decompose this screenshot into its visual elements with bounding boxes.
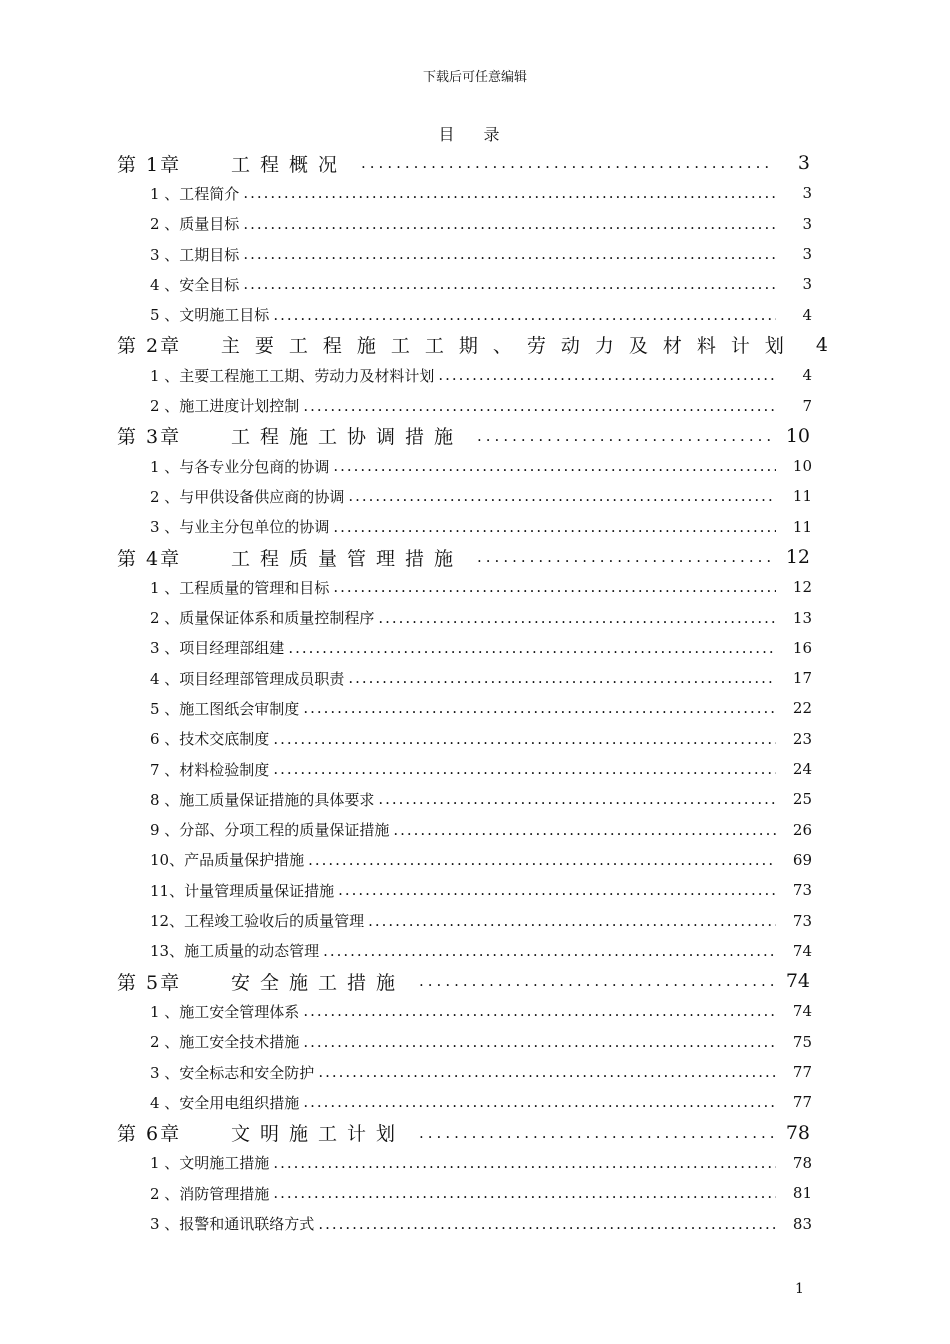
toc-section-entry[interactable] [0, 299, 950, 329]
entry-title: 9 、分部、分项工程的质量保证措施 [150, 821, 390, 840]
header-note: 下载后可任意编辑 [422, 70, 527, 85]
dot-leader [318, 1063, 776, 1081]
entry-page-number: 16 [792, 638, 812, 657]
entry-page-number: 73 [792, 911, 812, 930]
entry-title: 2 、质量保证体系和质量控制程序 [150, 609, 375, 628]
entry-title: 4 、项目经理部管理成员职责 [150, 669, 345, 688]
dot-leader [333, 518, 776, 536]
entry-page-number: 77 [792, 1093, 812, 1112]
toc-section-entry[interactable] [0, 754, 950, 784]
entry-title: 12、工程竣工验收后的质量管理 [150, 912, 365, 931]
dot-leader [273, 1154, 776, 1172]
entry-page-number: 3 [802, 184, 812, 203]
toc-section-entry[interactable] [0, 269, 950, 299]
toc-section-entry[interactable] [0, 724, 950, 754]
entry-page-number: 10 [792, 457, 812, 476]
toc-chapter-entry[interactable] [0, 1118, 950, 1148]
toc-section-entry[interactable] [0, 512, 950, 542]
entry-title: 2 、施工安全技术措施 [150, 1033, 300, 1052]
toc-section-entry[interactable] [0, 905, 950, 935]
dot-leader [378, 790, 776, 808]
dot-leader [303, 397, 776, 415]
chapter-label: 第 5章 [117, 971, 182, 994]
dot-leader [243, 184, 776, 202]
toc-section-entry[interactable] [0, 1057, 950, 1087]
entry-page-number: 77 [792, 1063, 812, 1082]
entry-page-number: 3 [797, 152, 810, 175]
entry-page-number: 10 [785, 424, 810, 447]
dot-leader [378, 609, 776, 627]
dot-leader [243, 215, 776, 233]
dot-leader [338, 881, 776, 899]
entry-page-number: 74 [785, 970, 810, 993]
entry-title: 3 、项目经理部组建 [150, 639, 285, 658]
entry-title: 8 、施工质量保证措施的具体要求 [150, 790, 375, 809]
table-of-contents [0, 148, 950, 1239]
chapter-label: 第 6章 [117, 1123, 182, 1146]
toc-section-entry[interactable] [0, 239, 950, 269]
dot-leader [333, 578, 776, 596]
toc-chapter-entry[interactable] [0, 148, 950, 178]
entry-page-number: 11 [792, 517, 812, 536]
entry-page-number: 13 [792, 608, 812, 627]
entry-page-number: 12 [785, 546, 810, 568]
entry-title: 1 、工程简介 [150, 184, 240, 203]
entry-title: 3 、安全标志和安全防护 [150, 1063, 315, 1082]
entry-page-number: 73 [792, 881, 812, 900]
entry-title: 5 、施工图纸会审制度 [150, 699, 300, 718]
toc-title: 目 录 [438, 125, 512, 144]
entry-title: 11、计量管理质量保证措施 [150, 881, 335, 900]
toc-section-entry[interactable] [0, 390, 950, 420]
entry-page-number: 11 [792, 487, 812, 506]
toc-section-entry[interactable] [0, 481, 950, 511]
dot-leader [303, 699, 776, 717]
toc-section-entry[interactable] [0, 572, 950, 602]
toc-section-entry[interactable] [0, 875, 950, 905]
entry-page-number: 4 [802, 305, 812, 324]
toc-chapter-entry[interactable] [0, 542, 950, 572]
entry-page-number: 83 [792, 1214, 812, 1233]
toc-section-entry[interactable] [0, 602, 950, 632]
page-number: 1 [795, 1281, 804, 1297]
entry-title: 4 、安全用电组织措施 [150, 1093, 300, 1112]
dot-leader [323, 942, 776, 960]
entry-page-number: 81 [792, 1184, 812, 1203]
entry-title: 4 、安全目标 [150, 275, 240, 294]
entry-page-number: 24 [792, 760, 812, 779]
dot-leader [273, 1184, 776, 1202]
entry-title: 10、产品质量保护措施 [150, 851, 305, 870]
entry-page-number: 17 [792, 669, 812, 688]
dot-leader [438, 366, 776, 384]
entry-title: 2 、与甲供设备供应商的协调 [150, 487, 345, 506]
dot-leader [318, 1215, 776, 1233]
entry-title: 1 、与各专业分包商的协调 [150, 457, 330, 476]
dot-leader [303, 1033, 776, 1051]
toc-section-entry[interactable] [0, 1027, 950, 1057]
entry-page-number: 25 [792, 790, 812, 809]
toc-section-entry[interactable] [0, 996, 950, 1026]
chapter-label: 第 3章 [117, 426, 182, 449]
entry-page-number: 4 [802, 366, 812, 385]
entry-title: 3 、报警和通讯联络方式 [150, 1215, 315, 1234]
toc-chapter-entry[interactable] [0, 330, 950, 360]
entry-title: 6 、技术交底制度 [150, 730, 270, 749]
toc-section-entry[interactable] [0, 178, 950, 208]
entry-page-number: 4 [815, 333, 828, 356]
dot-leader [243, 275, 776, 293]
entry-title: 7 、材料检验制度 [150, 760, 270, 779]
entry-title: 文明施工计划 [231, 1123, 406, 1146]
dot-leader [477, 548, 774, 566]
toc-section-entry[interactable] [0, 1087, 950, 1117]
entry-title: 2 、施工进度计划控制 [150, 397, 300, 416]
chapter-label: 第 1章 [117, 153, 182, 176]
dot-leader [419, 1124, 774, 1142]
dot-leader [393, 821, 776, 839]
entry-title: 工程概况 [231, 153, 348, 176]
entry-title: 2 、质量目标 [150, 215, 240, 234]
entry-page-number: 7 [802, 396, 812, 415]
dot-leader [361, 154, 774, 172]
dot-leader [308, 851, 776, 869]
dot-leader [288, 639, 776, 657]
toc-section-entry[interactable] [0, 815, 950, 845]
toc-section-entry[interactable] [0, 1148, 950, 1178]
dot-leader [477, 427, 774, 445]
chapter-label: 第 4章 [117, 547, 182, 570]
entry-page-number: 74 [792, 941, 812, 960]
dot-leader [368, 912, 776, 930]
entry-page-number: 3 [802, 275, 812, 294]
dot-leader [243, 245, 776, 263]
toc-section-entry[interactable] [0, 1178, 950, 1208]
entry-title: 工程质量管理措施 [231, 547, 464, 570]
toc-chapter-entry[interactable] [0, 421, 950, 451]
entry-page-number: 3 [802, 245, 812, 264]
entry-page-number: 74 [792, 1002, 812, 1021]
entry-title: 1 、主要工程施工工期、劳动力及材料计划 [150, 366, 435, 385]
dot-leader [273, 306, 776, 324]
toc-section-entry[interactable] [0, 845, 950, 875]
entry-title: 2 、消防管理措施 [150, 1184, 270, 1203]
entry-page-number: 3 [802, 214, 812, 233]
dot-leader [273, 760, 776, 778]
entry-title: 13、施工质量的动态管理 [150, 942, 320, 961]
toc-chapter-entry[interactable] [0, 966, 950, 996]
toc-section-entry[interactable] [0, 633, 950, 663]
dot-leader [333, 457, 776, 475]
entry-title: 工程施工协调措施 [231, 426, 464, 449]
dot-leader [303, 1093, 776, 1111]
toc-section-entry[interactable] [0, 663, 950, 693]
toc-section-entry[interactable] [0, 451, 950, 481]
entry-page-number: 69 [792, 850, 812, 869]
entry-title: 主要工程施工工期、劳动力及材料计划 [220, 335, 799, 358]
entry-title: 1 、工程质量的管理和目标 [150, 578, 330, 597]
dot-leader [348, 487, 776, 505]
entry-page-number: 12 [792, 578, 812, 597]
toc-section-entry[interactable] [0, 1208, 950, 1238]
toc-section-entry[interactable] [0, 784, 950, 814]
entry-page-number: 78 [792, 1153, 812, 1172]
toc-section-entry[interactable] [0, 693, 950, 723]
dot-leader [348, 669, 776, 687]
toc-section-entry[interactable] [0, 360, 950, 390]
dot-leader [303, 1002, 776, 1020]
entry-title: 3 、与业主分包单位的协调 [150, 518, 330, 537]
entry-page-number: 78 [785, 1121, 810, 1144]
entry-title: 安全施工措施 [231, 971, 406, 994]
entry-title: 3 、工期目标 [150, 245, 240, 264]
entry-page-number: 22 [792, 699, 812, 718]
entry-title: 5 、文明施工目标 [150, 306, 270, 325]
toc-section-entry[interactable] [0, 936, 950, 966]
entry-page-number: 23 [792, 729, 812, 748]
entry-page-number: 26 [792, 820, 812, 839]
entry-page-number: 75 [792, 1032, 812, 1051]
dot-leader [419, 972, 774, 990]
chapter-label: 第 2章 [117, 335, 182, 358]
entry-title: 1 、施工安全管理体系 [150, 1002, 300, 1021]
dot-leader [273, 730, 776, 748]
toc-section-entry[interactable] [0, 209, 950, 239]
entry-title: 1 、文明施工措施 [150, 1154, 270, 1173]
